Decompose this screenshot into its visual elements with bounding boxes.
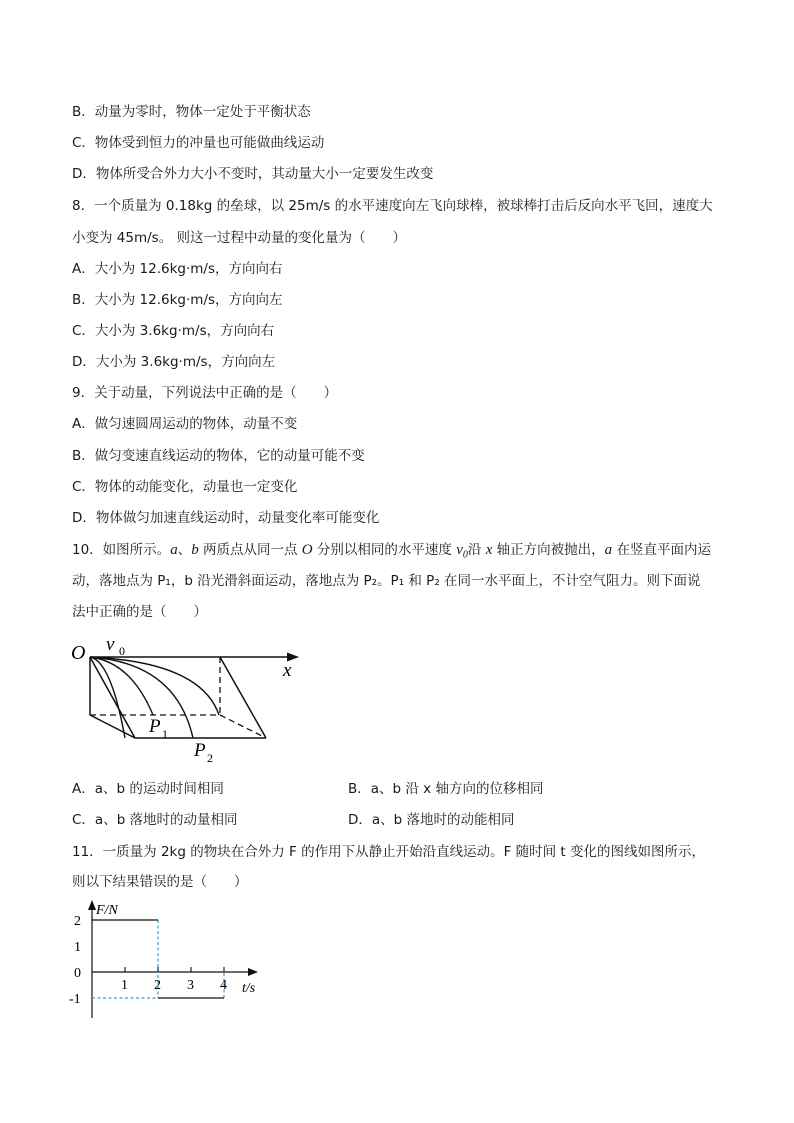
q8-option-c: C．大小为 3.6kg·m/s，方向向右: [72, 323, 275, 339]
q8-stem-line2: 小变为 45m/s。 则这一过程中动量的变化量为（ ）: [72, 230, 406, 246]
q10-figure: [66, 628, 316, 768]
fig-label-p1-sub: 1: [162, 727, 168, 741]
q9-option-b: B．做匀变速直线运动的物体，它的动量可能不变: [72, 448, 365, 464]
fig-label-p2-sub: 2: [207, 751, 213, 765]
y-tick-label-1: 1: [74, 940, 81, 955]
q10-option-c: C．a、b 落地时的动量相同: [72, 812, 238, 828]
q8-option-a: A．大小为 12.6kg·m/s，方向向右: [72, 261, 283, 277]
fig-label-v: v: [106, 634, 115, 655]
y-tick-label-0: 0: [74, 966, 81, 981]
q9-option-d: D．物体做匀加速直线运动时，动量变化率可能变化: [72, 510, 380, 526]
fig-label-v-sub: 0: [119, 644, 125, 658]
x-tick-label-3: 3: [187, 978, 194, 993]
x-tick-label-4: 4: [220, 978, 227, 993]
y-tick-label--1: -1: [69, 992, 81, 1007]
q11-stem-line1: 11．一质量为 2kg 的物块在合外力 F 的作用下从静止开始沿直线运动。F 随时间 t 变化的图线如图所示，: [72, 844, 706, 860]
q8-option-b: B．大小为 12.6kg·m/s，方向向左: [72, 292, 283, 308]
q11-stem-line2: 则以下结果错误的是（ ）: [72, 874, 248, 890]
q7-option-d: D．物体所受合外力大小不变时，其动量大小一定要发生改变: [72, 166, 434, 182]
q10-stem-line2: 动，落地点为 P₁，b 沿光滑斜面运动，落地点为 P₂。P₁ 和 P₂ 在同一水平面上，不计空气阻力。则下面说: [72, 573, 701, 589]
q8-option-d: D．大小为 3.6kg·m/s，方向向左: [72, 354, 276, 370]
q7-option-b: B．动量为零时，物体一定处于平衡状态: [72, 104, 311, 120]
y-axis-label: F/N: [96, 903, 118, 918]
q8-stem-line1: 8．一个质量为 0.18kg 的垒球，以 25m/s 的水平速度向左飞向球棒，被球棒打击后反向水平飞回，速度大: [72, 198, 713, 214]
force-time-chart: [66, 898, 276, 1026]
x-axis-arrow-icon: [248, 968, 258, 976]
q9-stem: 9．关于动量，下列说法中正确的是（ ）: [72, 385, 338, 401]
y-tick-label-2: 2: [74, 914, 81, 929]
q10-option-a: A．a、b 的运动时间相同: [72, 781, 224, 797]
fig-label-p1: P: [149, 716, 161, 737]
fig-label-o: O: [71, 642, 86, 664]
x-axis-label: t/s: [242, 981, 256, 996]
x-tick-label-1: 1: [121, 978, 128, 993]
q10-option-b: B．a、b 沿 x 轴方向的位移相同: [348, 781, 544, 797]
q7-option-c: C．物体受到恒力的冲量也可能做曲线运动: [72, 135, 325, 151]
y-axis-arrow-icon: [88, 900, 96, 910]
q9-option-c: C．物体的动能变化，动量也一定变化: [72, 479, 298, 495]
q9-option-a: A．做匀速圆周运动的物体，动量不变: [72, 416, 298, 432]
fig-label-p2: P: [194, 740, 206, 761]
q10-option-d: D．a、b 落地时的动能相同: [348, 812, 515, 828]
x-tick-label-2: 2: [154, 978, 161, 993]
fig-label-x: x: [283, 660, 292, 681]
q10-stem-line1: 10．如图所示。a、b 两质点从同一点 O 分别以相同的水平速度 $v_0$沿 x 轴正方向被抛出，a 在竖直平面内运: [72, 542, 711, 561]
q10-stem-line3: 法中正确的是（ ）: [72, 604, 207, 620]
